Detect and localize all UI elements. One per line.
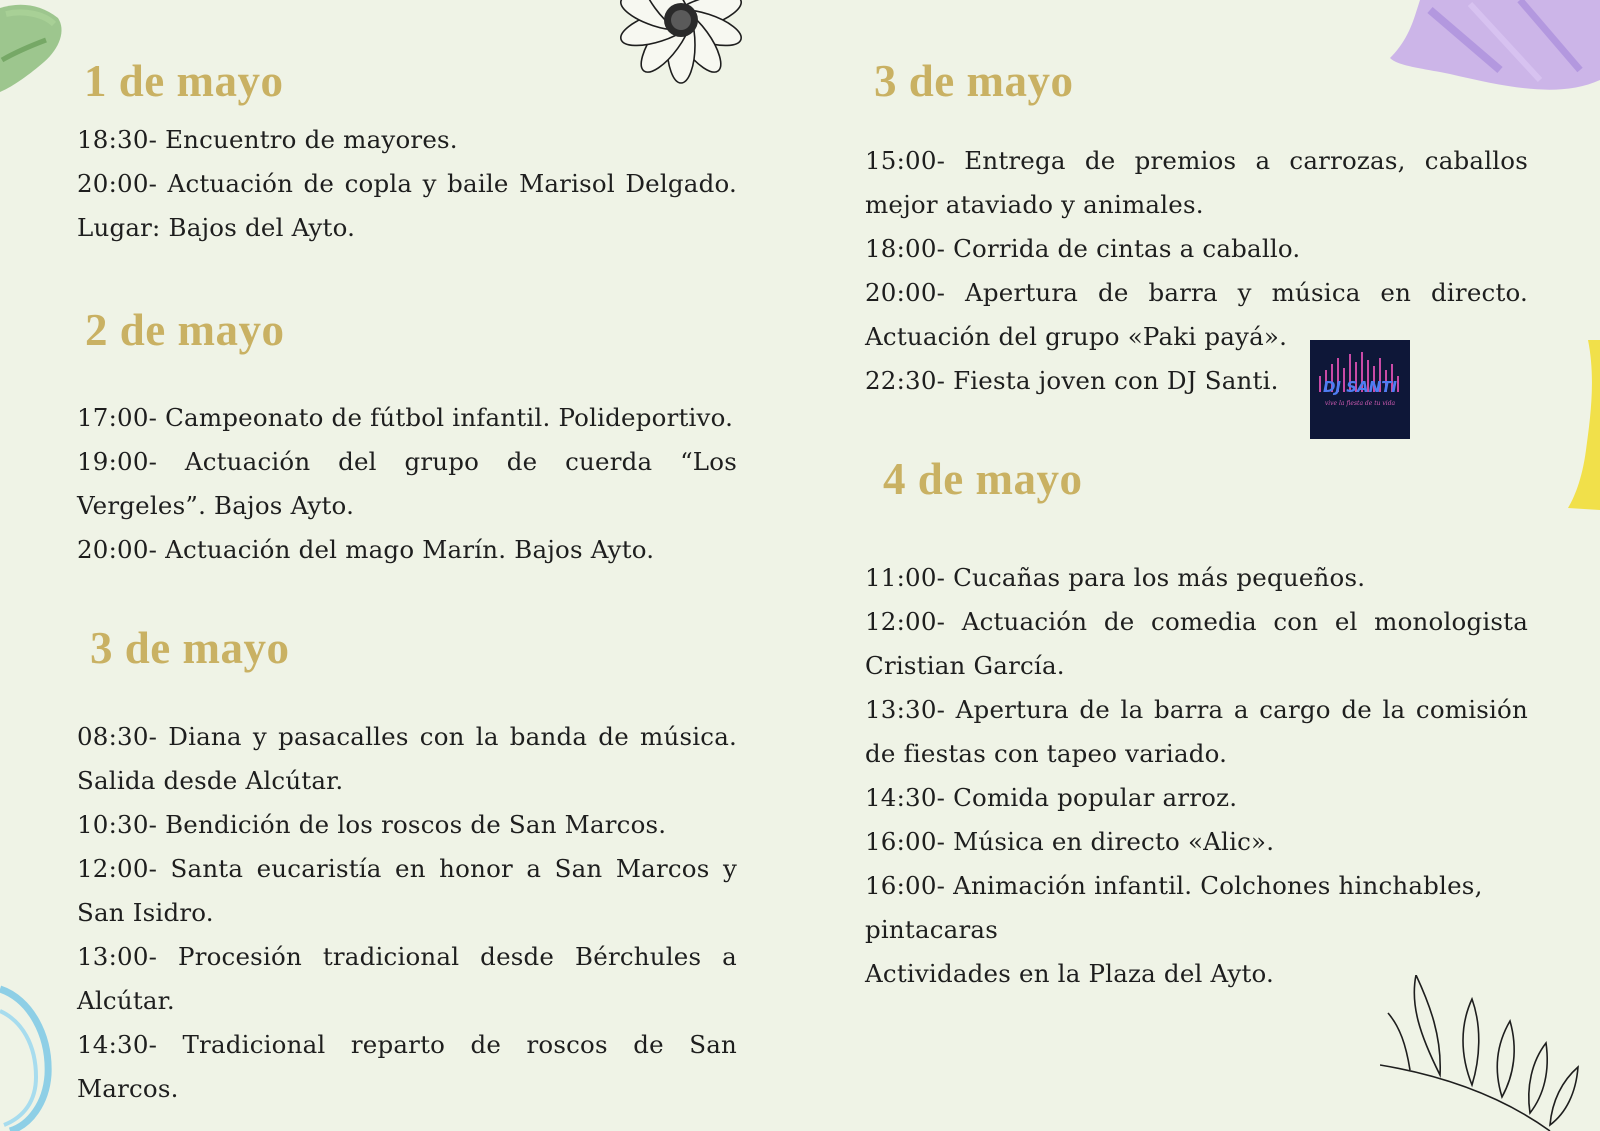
schedule-item: 18:00- Corrida de cintas a caballo. — [865, 234, 1301, 263]
schedule-list — [77, 396, 737, 572]
section-heading: 3 de mayo — [874, 56, 1074, 106]
schedule-list — [865, 556, 1528, 996]
blue-paint-ring — [0, 985, 60, 1131]
schedule-item: Actividades en la Plaza del Ayto. — [865, 959, 1275, 988]
schedule-item: 14:30- Tradicional reparto de roscos de San Marcos. — [77, 1030, 737, 1103]
yellow-paint-stroke — [1568, 340, 1600, 510]
schedule-list — [77, 715, 737, 1111]
green-paint-stroke — [0, 0, 70, 100]
section-heading: 2 de mayo — [85, 305, 285, 355]
schedule-list — [77, 118, 737, 250]
schedule-item: 19:00- Actuación del grupo de cuerda “Los Vergeles”. Bajos Ayto. — [77, 447, 737, 520]
section-heading: 1 de mayo — [84, 56, 284, 106]
schedule-list — [865, 139, 1528, 403]
purple-paint-stroke — [1390, 0, 1600, 100]
section-heading: 3 de mayo — [90, 623, 290, 673]
schedule-item: 12:00- Actuación de comedia con el monologista Cristian García. — [865, 607, 1528, 680]
schedule-item: 14:30- Comida popular arroz. — [865, 783, 1238, 812]
schedule-item: 13:00- Procesión tradicional desde Bérchules a Alcútar. — [77, 942, 737, 1015]
schedule-item: 13:30- Apertura de la barra a cargo de la comisión de fiestas con tapeo variado. — [865, 695, 1528, 768]
schedule-item: 15:00- Entrega de premios a carrozas, caballos mejor ataviado y animales. — [865, 146, 1528, 219]
schedule-item: 16:00- Animación infantil. Colchones hinchables, pintacaras — [865, 871, 1483, 944]
leaf-branch-drawing — [1380, 975, 1600, 1131]
section-heading: 4 de mayo — [883, 454, 1083, 504]
schedule-item: 17:00- Campeonato de fútbol infantil. Polideportivo. — [77, 403, 734, 432]
schedule-item: 11:00- Cucañas para los más pequeños. — [865, 563, 1366, 592]
schedule-item: 18:30- Encuentro de mayores. — [77, 125, 458, 154]
schedule-item: 10:30- Bendición de los roscos de San Marcos. — [77, 810, 667, 839]
schedule-item: 20:00- Apertura de barra y música en directo. Actuación del grupo «Paki payá». — [865, 278, 1528, 351]
schedule-item: 16:00- Música en directo «Alic». — [865, 827, 1275, 856]
dj-logo-tagline: vive la fiesta de tu vida — [1324, 400, 1396, 407]
schedule-item: 12:00- Santa eucaristía en honor a San Marcos y San Isidro. — [77, 854, 737, 927]
schedule-item: 08:30- Diana y pasacalles con la banda de música. Salida desde Alcútar. — [77, 722, 737, 795]
schedule-item: 22:30- Fiesta joven con DJ Santi. — [865, 366, 1279, 395]
flower-drawing — [598, 0, 764, 108]
schedule-item: 20:00- Actuación de copla y baile Marisol Delgado. Lugar: Bajos del Ayto. — [77, 169, 737, 242]
schedule-item: 20:00- Actuación del mago Marín. Bajos Ayto. — [77, 535, 655, 564]
dj-logo-title: DJ SANTI — [1322, 378, 1398, 396]
